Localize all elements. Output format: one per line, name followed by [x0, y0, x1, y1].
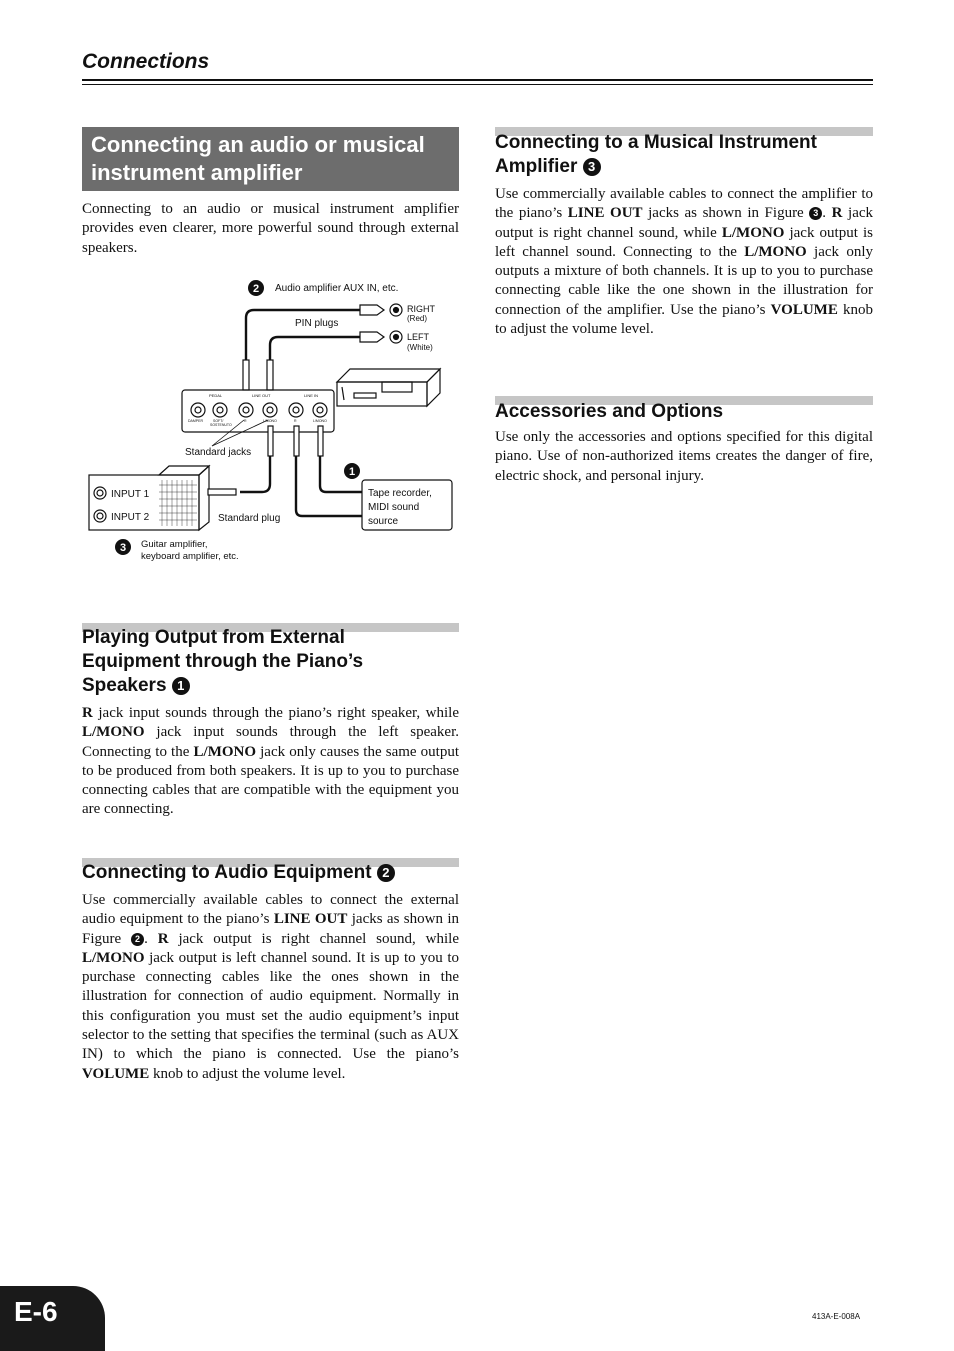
label-left: LEFT	[407, 332, 430, 342]
running-title: Connections	[82, 50, 210, 73]
panel-label-lmono-out: L/MONO	[263, 419, 277, 423]
heading-amp-line-1: Connecting to a Musical Instrument	[495, 132, 817, 153]
label-right: RIGHT	[407, 304, 435, 314]
audio-amplifier-side	[427, 369, 440, 406]
label-standard-plug: Standard plug	[218, 513, 281, 524]
paragraph-audio-equipment: Use commercially available cables to connect the external audio equipment to the piano’s LINE OUT jacks as shown in Figure 2 . R jack output is right channel sound, while L/MONO jack output is left channel sound. It is up to you to purchase connecting cables like the ones shown in the illustration for connection of audio equipment. Normally in this configuration you must set the audio equipment’s input selector to the setting that specifies the terminal (such as AUX IN) to which the piano is connected. Use the piano’s VOLUME knob to adjust the volume level.	[82, 892, 460, 1082]
heading-accessories: Accessories and Options	[495, 401, 724, 422]
paragraph-instrument-amplifier: Use commercially available cables to connect the amplifier to the piano’s LINE OUT jacks as shown in Figure 3 . R jack output is right channel sound, while L/MONO jack output is left channel sound. Connecting to the L/MONO jack only outputs a mixture of both channels. It is up to you to purchase connecting cable like the one shown in the illustration for connection of the amplifier. Use the piano’s VOLUME knob to adjust the volume level.	[495, 186, 874, 338]
panel-label-soft: SOFT/	[213, 419, 224, 423]
heading-line-1: Playing Output from External	[82, 627, 345, 648]
main-heading: Connecting an audio or musical instrument amplifier	[82, 127, 459, 191]
label-white: (White)	[407, 343, 433, 352]
connection-diagram	[82, 270, 462, 570]
label-pin-plugs: PIN plugs	[295, 318, 339, 329]
panel-label-line-in: LINE IN	[304, 393, 319, 398]
badge-2-icon: 2	[377, 864, 395, 882]
heading-line-2: Equipment through the Piano’s	[82, 651, 364, 672]
panel-label-line-out: LINE OUT	[252, 393, 271, 398]
heading-line-3: Speakers	[82, 675, 167, 696]
panel-label-lmono-in: L/MONO	[313, 419, 327, 423]
document-code: 413A-E-008A	[812, 1312, 861, 1321]
label-tape-line1: Tape recorder,	[368, 488, 432, 499]
badge-3-icon: 3	[583, 158, 601, 176]
label-red: (Red)	[407, 314, 428, 323]
badge-1-icon: 1	[172, 677, 190, 695]
header-rule-thin	[82, 84, 873, 85]
label-standard-jacks: Standard jacks	[185, 447, 252, 458]
paragraph-accessories: Use only the accessories and options specified for this digital piano. Use of non-authorized items creates the danger of fire, electric shock, and personal injury.	[495, 429, 873, 484]
pin-plug-upper	[360, 305, 384, 315]
header-rule-thick	[82, 79, 873, 81]
figure-3-icon: 3	[809, 207, 822, 220]
heading-playing-output	[82, 626, 459, 698]
heading-instrument-amplifier	[495, 131, 873, 179]
figure-2-icon: 2	[131, 933, 144, 946]
label-input1: INPUT 1	[111, 489, 150, 500]
pin-plug-lower	[360, 332, 384, 342]
heading-audio-equipment	[82, 861, 459, 885]
label-tape-line3: source	[368, 516, 399, 527]
label-guitar-line1: Guitar amplifier,	[141, 539, 208, 550]
diagram-number-3: 3	[119, 542, 127, 554]
panel-label-sostenuto: SOSTENUTO	[210, 423, 232, 427]
heading-audio-text: Connecting to Audio Equipment	[82, 862, 372, 883]
standard-plug-icon	[208, 489, 236, 495]
panel-label-damper: DAMPER	[188, 419, 203, 423]
label-input2: INPUT 2	[111, 512, 150, 523]
audio-amplifier-top	[337, 369, 440, 382]
panel-label-r-out: R	[244, 419, 247, 423]
diagram-number-2: 2	[252, 283, 260, 295]
input1-jack-icon	[94, 487, 106, 499]
label-tape-line2: MIDI sound	[368, 502, 420, 513]
heading-amp-line-2: Amplifier	[495, 156, 578, 177]
panel-label-r-in: R	[294, 419, 297, 423]
paragraph-playing-output: R jack input sounds through the piano’s right speaker, while L/MONO jack input sounds through the left speaker. Connecting to the L/MONO jack only causes the same output to be produced from both speakers. It is up to you to purchase connecting cables that are compatible with the equipment you are connecting.	[82, 705, 460, 818]
intro-paragraph: Connecting to an audio or musical instrument amplifier provides even clearer, more powerful sound through external speakers.	[82, 201, 459, 256]
diagram-number-1: 1	[348, 466, 356, 478]
label-guitar-line2: keyboard amplifier, etc.	[141, 551, 239, 562]
panel-label-pedal: PEDAL	[209, 393, 223, 398]
label-aux-in: Audio amplifier AUX IN, etc.	[275, 283, 399, 294]
page-number-tab: E-6	[0, 1286, 105, 1351]
input2-jack-icon	[94, 510, 106, 522]
